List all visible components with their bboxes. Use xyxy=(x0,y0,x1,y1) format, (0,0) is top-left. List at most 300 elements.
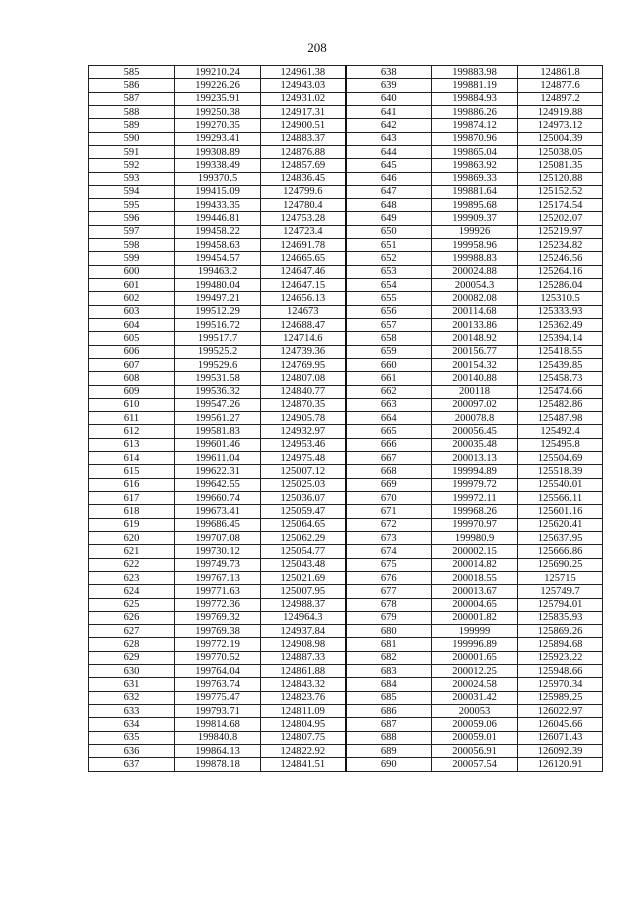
y-coordinate-right-cell: 125174.54 xyxy=(518,199,603,212)
point-number-left-cell: 617 xyxy=(89,492,175,505)
table-row xyxy=(89,199,603,212)
table-row xyxy=(89,212,603,225)
table-row xyxy=(89,678,603,691)
x-coordinate-right-cell: 200059.06 xyxy=(432,718,518,731)
x-coordinate-left-cell: 199622.31 xyxy=(175,465,261,478)
point-number-left-cell: 631 xyxy=(89,678,175,691)
x-coordinate-right-cell: 200053 xyxy=(432,705,518,718)
x-coordinate-right-cell: 200001.65 xyxy=(432,651,518,664)
point-number-right-cell: 655 xyxy=(346,292,432,305)
point-number-right-cell: 688 xyxy=(346,731,432,744)
table-row xyxy=(89,492,603,505)
point-number-right-cell: 681 xyxy=(346,638,432,651)
x-coordinate-right-cell: 199972.11 xyxy=(432,492,518,505)
y-coordinate-right-cell: 125234.82 xyxy=(518,239,603,252)
table-row xyxy=(89,372,603,385)
point-number-right-cell: 649 xyxy=(346,212,432,225)
table-row xyxy=(89,585,603,598)
point-number-left-cell: 606 xyxy=(89,345,175,358)
y-coordinate-left-cell: 124943.03 xyxy=(261,79,346,92)
point-number-left-cell: 605 xyxy=(89,332,175,345)
table-row xyxy=(89,558,603,571)
y-coordinate-right-cell: 125835.93 xyxy=(518,611,603,624)
x-coordinate-right-cell: 199926 xyxy=(432,225,518,238)
y-coordinate-right-cell: 125439.85 xyxy=(518,358,603,371)
point-number-left-cell: 627 xyxy=(89,625,175,638)
x-coordinate-right-cell: 199970.97 xyxy=(432,518,518,531)
point-number-right-cell: 644 xyxy=(346,145,432,158)
point-number-right-cell: 656 xyxy=(346,305,432,318)
x-coordinate-right-cell: 199994.89 xyxy=(432,465,518,478)
coordinates-table xyxy=(88,65,603,772)
y-coordinate-right-cell: 125948.66 xyxy=(518,665,603,678)
table-row xyxy=(89,225,603,238)
x-coordinate-right-cell: 200031.42 xyxy=(432,691,518,704)
x-coordinate-left-cell: 199529.6 xyxy=(175,358,261,371)
y-coordinate-left-cell: 124900.51 xyxy=(261,119,346,132)
y-coordinate-left-cell: 124753.28 xyxy=(261,212,346,225)
x-coordinate-right-cell: 200114.68 xyxy=(432,305,518,318)
x-coordinate-left-cell: 199210.24 xyxy=(175,66,261,79)
point-number-left-cell: 587 xyxy=(89,92,175,105)
x-coordinate-left-cell: 199707.08 xyxy=(175,531,261,544)
table-row xyxy=(89,92,603,105)
point-number-left-cell: 607 xyxy=(89,358,175,371)
point-number-right-cell: 682 xyxy=(346,651,432,664)
x-coordinate-left-cell: 199463.2 xyxy=(175,265,261,278)
y-coordinate-left-cell: 124665.65 xyxy=(261,252,346,265)
point-number-right-cell: 672 xyxy=(346,518,432,531)
point-number-left-cell: 611 xyxy=(89,412,175,425)
point-number-left-cell: 628 xyxy=(89,638,175,651)
y-coordinate-left-cell: 124840.77 xyxy=(261,385,346,398)
x-coordinate-right-cell: 200001.82 xyxy=(432,611,518,624)
y-coordinate-left-cell: 124883.37 xyxy=(261,132,346,145)
x-coordinate-right-cell: 200154.32 xyxy=(432,358,518,371)
x-coordinate-left-cell: 199771.63 xyxy=(175,585,261,598)
table-row xyxy=(89,478,603,491)
x-coordinate-left-cell: 199270.35 xyxy=(175,119,261,132)
x-coordinate-right-cell: 200024.58 xyxy=(432,678,518,691)
point-number-left-cell: 630 xyxy=(89,665,175,678)
table-row xyxy=(89,385,603,398)
point-number-right-cell: 667 xyxy=(346,452,432,465)
x-coordinate-right-cell: 199980.9 xyxy=(432,531,518,544)
y-coordinate-left-cell: 124691.78 xyxy=(261,239,346,252)
point-number-left-cell: 612 xyxy=(89,425,175,438)
y-coordinate-right-cell: 125310.5 xyxy=(518,292,603,305)
x-coordinate-left-cell: 199775.47 xyxy=(175,691,261,704)
x-coordinate-left-cell: 199536.32 xyxy=(175,385,261,398)
point-number-left-cell: 626 xyxy=(89,611,175,624)
point-number-right-cell: 654 xyxy=(346,279,432,292)
y-coordinate-right-cell: 125970.34 xyxy=(518,678,603,691)
y-coordinate-left-cell: 125043.48 xyxy=(261,558,346,571)
y-coordinate-left-cell: 124739.36 xyxy=(261,345,346,358)
point-number-left-cell: 620 xyxy=(89,531,175,544)
point-number-right-cell: 683 xyxy=(346,665,432,678)
x-coordinate-left-cell: 199686.45 xyxy=(175,518,261,531)
point-number-right-cell: 673 xyxy=(346,531,432,544)
y-coordinate-right-cell: 125492.4 xyxy=(518,425,603,438)
y-coordinate-left-cell: 124975.48 xyxy=(261,452,346,465)
table-row xyxy=(89,705,603,718)
x-coordinate-left-cell: 199250.38 xyxy=(175,105,261,118)
table-row xyxy=(89,185,603,198)
table-row xyxy=(89,731,603,744)
x-coordinate-left-cell: 199512.29 xyxy=(175,305,261,318)
x-coordinate-right-cell: 199881.19 xyxy=(432,79,518,92)
y-coordinate-left-cell: 124887.33 xyxy=(261,651,346,664)
point-number-right-cell: 652 xyxy=(346,252,432,265)
point-number-left-cell: 637 xyxy=(89,758,175,771)
table-row xyxy=(89,252,603,265)
point-number-right-cell: 674 xyxy=(346,545,432,558)
table-row xyxy=(89,425,603,438)
x-coordinate-right-cell: 200156.77 xyxy=(432,345,518,358)
x-coordinate-right-cell: 200082.08 xyxy=(432,292,518,305)
y-coordinate-right-cell: 125894.68 xyxy=(518,638,603,651)
point-number-left-cell: 632 xyxy=(89,691,175,704)
y-coordinate-left-cell: 124988.37 xyxy=(261,598,346,611)
table-row xyxy=(89,465,603,478)
y-coordinate-right-cell: 125715 xyxy=(518,571,603,584)
y-coordinate-left-cell: 124876.88 xyxy=(261,145,346,158)
point-number-left-cell: 585 xyxy=(89,66,175,79)
y-coordinate-left-cell: 124861.88 xyxy=(261,665,346,678)
x-coordinate-right-cell: 200018.55 xyxy=(432,571,518,584)
x-coordinate-right-cell: 200014.82 xyxy=(432,558,518,571)
x-coordinate-right-cell: 199958.96 xyxy=(432,239,518,252)
table-row xyxy=(89,505,603,518)
table-row xyxy=(89,66,603,79)
x-coordinate-left-cell: 199814.68 xyxy=(175,718,261,731)
x-coordinate-left-cell: 199433.35 xyxy=(175,199,261,212)
x-coordinate-right-cell: 199886.26 xyxy=(432,105,518,118)
y-coordinate-left-cell: 124822.92 xyxy=(261,744,346,757)
table-row xyxy=(89,758,603,771)
point-number-right-cell: 640 xyxy=(346,92,432,105)
point-number-right-cell: 687 xyxy=(346,718,432,731)
y-coordinate-right-cell: 125989.25 xyxy=(518,691,603,704)
point-number-right-cell: 653 xyxy=(346,265,432,278)
table-row xyxy=(89,545,603,558)
y-coordinate-right-cell: 125637.95 xyxy=(518,531,603,544)
y-coordinate-right-cell: 126071.43 xyxy=(518,731,603,744)
point-number-right-cell: 642 xyxy=(346,119,432,132)
y-coordinate-left-cell: 124804.95 xyxy=(261,718,346,731)
point-number-left-cell: 609 xyxy=(89,385,175,398)
x-coordinate-left-cell: 199772.36 xyxy=(175,598,261,611)
y-coordinate-right-cell: 125601.16 xyxy=(518,505,603,518)
point-number-right-cell: 690 xyxy=(346,758,432,771)
table-row xyxy=(89,305,603,318)
x-coordinate-left-cell: 199517.7 xyxy=(175,332,261,345)
point-number-right-cell: 651 xyxy=(346,239,432,252)
point-number-right-cell: 680 xyxy=(346,625,432,638)
x-coordinate-right-cell: 200057.54 xyxy=(432,758,518,771)
point-number-right-cell: 665 xyxy=(346,425,432,438)
y-coordinate-right-cell: 125264.16 xyxy=(518,265,603,278)
point-number-right-cell: 669 xyxy=(346,478,432,491)
y-coordinate-right-cell: 124877.6 xyxy=(518,79,603,92)
point-number-right-cell: 676 xyxy=(346,571,432,584)
y-coordinate-right-cell: 125666.86 xyxy=(518,545,603,558)
point-number-left-cell: 616 xyxy=(89,478,175,491)
table-row xyxy=(89,292,603,305)
point-number-left-cell: 586 xyxy=(89,79,175,92)
y-coordinate-right-cell: 125487.98 xyxy=(518,412,603,425)
point-number-right-cell: 671 xyxy=(346,505,432,518)
table-row xyxy=(89,318,603,331)
y-coordinate-left-cell: 125021.69 xyxy=(261,571,346,584)
point-number-right-cell: 677 xyxy=(346,585,432,598)
x-coordinate-left-cell: 199749.73 xyxy=(175,558,261,571)
x-coordinate-right-cell: 200056.45 xyxy=(432,425,518,438)
y-coordinate-left-cell: 124857.69 xyxy=(261,159,346,172)
y-coordinate-right-cell: 125794.01 xyxy=(518,598,603,611)
point-number-left-cell: 633 xyxy=(89,705,175,718)
y-coordinate-left-cell: 125036.07 xyxy=(261,492,346,505)
x-coordinate-left-cell: 199531.58 xyxy=(175,372,261,385)
x-coordinate-left-cell: 199458.22 xyxy=(175,225,261,238)
y-coordinate-left-cell: 125025.03 xyxy=(261,478,346,491)
x-coordinate-left-cell: 199516.72 xyxy=(175,318,261,331)
x-coordinate-left-cell: 199673.41 xyxy=(175,505,261,518)
point-number-left-cell: 625 xyxy=(89,598,175,611)
y-coordinate-left-cell: 124799.6 xyxy=(261,185,346,198)
y-coordinate-right-cell: 125418.55 xyxy=(518,345,603,358)
point-number-right-cell: 641 xyxy=(346,105,432,118)
table-row xyxy=(89,651,603,664)
y-coordinate-right-cell: 125152.52 xyxy=(518,185,603,198)
y-coordinate-left-cell: 124905.78 xyxy=(261,412,346,425)
point-number-right-cell: 675 xyxy=(346,558,432,571)
y-coordinate-right-cell: 125394.14 xyxy=(518,332,603,345)
point-number-left-cell: 599 xyxy=(89,252,175,265)
x-coordinate-left-cell: 199454.57 xyxy=(175,252,261,265)
point-number-right-cell: 638 xyxy=(346,66,432,79)
y-coordinate-right-cell: 125869.26 xyxy=(518,625,603,638)
table-row xyxy=(89,145,603,158)
point-number-left-cell: 588 xyxy=(89,105,175,118)
table-row xyxy=(89,132,603,145)
point-number-right-cell: 647 xyxy=(346,185,432,198)
y-coordinate-left-cell: 124780.4 xyxy=(261,199,346,212)
y-coordinate-left-cell: 125007.12 xyxy=(261,465,346,478)
y-coordinate-left-cell: 124932.97 xyxy=(261,425,346,438)
table-row xyxy=(89,358,603,371)
point-number-right-cell: 659 xyxy=(346,345,432,358)
y-coordinate-right-cell: 125540.01 xyxy=(518,478,603,491)
y-coordinate-left-cell: 124769.95 xyxy=(261,358,346,371)
table-row xyxy=(89,398,603,411)
y-coordinate-right-cell: 125120.88 xyxy=(518,172,603,185)
x-coordinate-right-cell: 200013.13 xyxy=(432,452,518,465)
point-number-left-cell: 597 xyxy=(89,225,175,238)
x-coordinate-right-cell: 200078.8 xyxy=(432,412,518,425)
point-number-right-cell: 643 xyxy=(346,132,432,145)
point-number-left-cell: 608 xyxy=(89,372,175,385)
y-coordinate-right-cell: 125202.07 xyxy=(518,212,603,225)
table-row xyxy=(89,412,603,425)
y-coordinate-left-cell: 124647.46 xyxy=(261,265,346,278)
x-coordinate-right-cell: 200140.88 xyxy=(432,372,518,385)
x-coordinate-left-cell: 199864.13 xyxy=(175,744,261,757)
coordinates-table-body xyxy=(89,66,603,772)
x-coordinate-left-cell: 199370.5 xyxy=(175,172,261,185)
x-coordinate-left-cell: 199840.8 xyxy=(175,731,261,744)
x-coordinate-left-cell: 199769.38 xyxy=(175,625,261,638)
x-coordinate-right-cell: 200002.15 xyxy=(432,545,518,558)
point-number-left-cell: 624 xyxy=(89,585,175,598)
y-coordinate-left-cell: 124917.31 xyxy=(261,105,346,118)
point-number-left-cell: 622 xyxy=(89,558,175,571)
point-number-right-cell: 645 xyxy=(346,159,432,172)
x-coordinate-right-cell: 199883.98 xyxy=(432,66,518,79)
x-coordinate-left-cell: 199611.04 xyxy=(175,452,261,465)
y-coordinate-right-cell: 124897.2 xyxy=(518,92,603,105)
x-coordinate-left-cell: 199581.83 xyxy=(175,425,261,438)
y-coordinate-right-cell: 125333.93 xyxy=(518,305,603,318)
point-number-left-cell: 610 xyxy=(89,398,175,411)
x-coordinate-left-cell: 199547.26 xyxy=(175,398,261,411)
x-coordinate-right-cell: 199909.37 xyxy=(432,212,518,225)
y-coordinate-left-cell: 124673 xyxy=(261,305,346,318)
y-coordinate-left-cell: 124908.98 xyxy=(261,638,346,651)
x-coordinate-left-cell: 199308.89 xyxy=(175,145,261,158)
table-row xyxy=(89,665,603,678)
point-number-left-cell: 600 xyxy=(89,265,175,278)
page-number: 208 xyxy=(307,40,327,55)
y-coordinate-right-cell: 126120.91 xyxy=(518,758,603,771)
table-row xyxy=(89,598,603,611)
y-coordinate-right-cell: 125504.69 xyxy=(518,452,603,465)
x-coordinate-right-cell: 199865.04 xyxy=(432,145,518,158)
x-coordinate-left-cell: 199878.18 xyxy=(175,758,261,771)
x-coordinate-right-cell: 199895.68 xyxy=(432,199,518,212)
y-coordinate-right-cell: 125004.39 xyxy=(518,132,603,145)
table-row xyxy=(89,625,603,638)
point-number-right-cell: 664 xyxy=(346,412,432,425)
y-coordinate-left-cell: 124647.15 xyxy=(261,279,346,292)
table-row xyxy=(89,691,603,704)
y-coordinate-left-cell: 124931.02 xyxy=(261,92,346,105)
y-coordinate-left-cell: 125054.77 xyxy=(261,545,346,558)
y-coordinate-right-cell: 124919.88 xyxy=(518,105,603,118)
point-number-right-cell: 658 xyxy=(346,332,432,345)
x-coordinate-right-cell: 200097.02 xyxy=(432,398,518,411)
x-coordinate-left-cell: 199525.2 xyxy=(175,345,261,358)
y-coordinate-right-cell: 125246.56 xyxy=(518,252,603,265)
x-coordinate-left-cell: 199730.12 xyxy=(175,545,261,558)
y-coordinate-right-cell: 125495.8 xyxy=(518,438,603,451)
point-number-left-cell: 594 xyxy=(89,185,175,198)
x-coordinate-left-cell: 199415.09 xyxy=(175,185,261,198)
table-row xyxy=(89,531,603,544)
y-coordinate-left-cell: 124714.6 xyxy=(261,332,346,345)
x-coordinate-right-cell: 199870.96 xyxy=(432,132,518,145)
point-number-right-cell: 689 xyxy=(346,744,432,757)
y-coordinate-right-cell: 124861.8 xyxy=(518,66,603,79)
y-coordinate-left-cell: 124688.47 xyxy=(261,318,346,331)
table-row xyxy=(89,332,603,345)
table-row xyxy=(89,438,603,451)
x-coordinate-left-cell: 199763.74 xyxy=(175,678,261,691)
y-coordinate-right-cell: 124973.12 xyxy=(518,119,603,132)
y-coordinate-left-cell: 124823.76 xyxy=(261,691,346,704)
point-number-right-cell: 639 xyxy=(346,79,432,92)
point-number-right-cell: 679 xyxy=(346,611,432,624)
point-number-left-cell: 619 xyxy=(89,518,175,531)
x-coordinate-left-cell: 199480.04 xyxy=(175,279,261,292)
x-coordinate-right-cell: 199884.93 xyxy=(432,92,518,105)
point-number-left-cell: 623 xyxy=(89,571,175,584)
y-coordinate-right-cell: 125620.41 xyxy=(518,518,603,531)
y-coordinate-right-cell: 125566.11 xyxy=(518,492,603,505)
x-coordinate-right-cell: 199988.83 xyxy=(432,252,518,265)
point-number-right-cell: 662 xyxy=(346,385,432,398)
y-coordinate-left-cell: 124656.13 xyxy=(261,292,346,305)
point-number-left-cell: 634 xyxy=(89,718,175,731)
y-coordinate-left-cell: 124723.4 xyxy=(261,225,346,238)
point-number-left-cell: 615 xyxy=(89,465,175,478)
y-coordinate-right-cell: 125081.35 xyxy=(518,159,603,172)
x-coordinate-left-cell: 199458.63 xyxy=(175,239,261,252)
x-coordinate-right-cell: 200054.3 xyxy=(432,279,518,292)
table-row xyxy=(89,744,603,757)
table-row xyxy=(89,119,603,132)
y-coordinate-right-cell: 125518.39 xyxy=(518,465,603,478)
y-coordinate-right-cell: 125749.7 xyxy=(518,585,603,598)
y-coordinate-right-cell: 125474.66 xyxy=(518,385,603,398)
point-number-right-cell: 663 xyxy=(346,398,432,411)
x-coordinate-left-cell: 199235.91 xyxy=(175,92,261,105)
point-number-right-cell: 668 xyxy=(346,465,432,478)
x-coordinate-right-cell: 199999 xyxy=(432,625,518,638)
point-number-left-cell: 618 xyxy=(89,505,175,518)
point-number-left-cell: 596 xyxy=(89,212,175,225)
y-coordinate-right-cell: 126022.97 xyxy=(518,705,603,718)
point-number-right-cell: 666 xyxy=(346,438,432,451)
x-coordinate-right-cell: 199996.89 xyxy=(432,638,518,651)
point-number-right-cell: 648 xyxy=(346,199,432,212)
y-coordinate-left-cell: 124961.38 xyxy=(261,66,346,79)
point-number-right-cell: 685 xyxy=(346,691,432,704)
table-row xyxy=(89,718,603,731)
x-coordinate-right-cell: 199869.33 xyxy=(432,172,518,185)
point-number-left-cell: 604 xyxy=(89,318,175,331)
table-row xyxy=(89,345,603,358)
point-number-left-cell: 593 xyxy=(89,172,175,185)
y-coordinate-left-cell: 124937.84 xyxy=(261,625,346,638)
y-coordinate-right-cell: 125690.25 xyxy=(518,558,603,571)
table-row xyxy=(89,279,603,292)
point-number-left-cell: 591 xyxy=(89,145,175,158)
y-coordinate-right-cell: 125458.73 xyxy=(518,372,603,385)
y-coordinate-left-cell: 125064.65 xyxy=(261,518,346,531)
point-number-left-cell: 590 xyxy=(89,132,175,145)
table-row xyxy=(89,172,603,185)
y-coordinate-right-cell: 125219.97 xyxy=(518,225,603,238)
x-coordinate-right-cell: 200024.88 xyxy=(432,265,518,278)
y-coordinate-left-cell: 124964.3 xyxy=(261,611,346,624)
point-number-left-cell: 601 xyxy=(89,279,175,292)
x-coordinate-right-cell: 200059.01 xyxy=(432,731,518,744)
y-coordinate-right-cell: 125286.04 xyxy=(518,279,603,292)
y-coordinate-right-cell: 126045.66 xyxy=(518,718,603,731)
point-number-right-cell: 660 xyxy=(346,358,432,371)
